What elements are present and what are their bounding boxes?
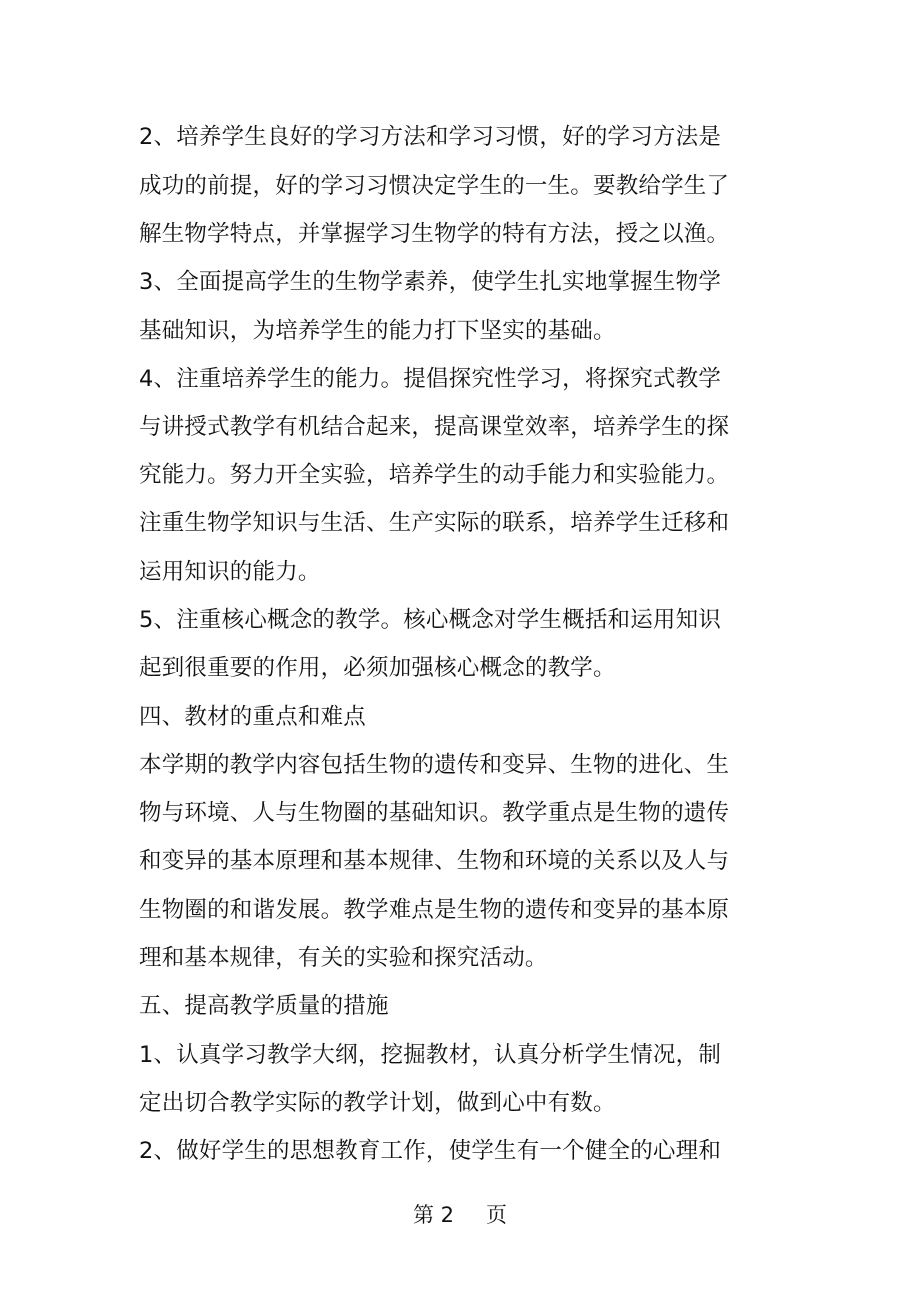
- text-line: 2、做好学生的思想教育工作，使学生有一个健全的心理和: [139, 1138, 722, 1164]
- text-line: 5、注重核心概念的教学。核心概念对学生概括和运用知识: [139, 607, 722, 633]
- text-line: 3、全面提高学生的生物学素养，使学生扎实地掌握生物学: [139, 269, 722, 295]
- text-line: 解生物学特点，并掌握学习生物学的特有方法，授之以渔。: [139, 221, 730, 247]
- text-line: 定出切合教学实际的教学计划，做到心中有数。: [139, 1090, 616, 1116]
- text-line: 运用知识的能力。: [139, 559, 321, 585]
- text-line: 本学期的教学内容包括生物的遗传和变异、生物的进化、生: [139, 752, 730, 778]
- text-line: 1、认真学习教学大纲，挖掘教材，认真分析学生情况，制: [139, 1042, 722, 1068]
- text-line: 和变异的基本原理和基本规律、生物和环境的关系以及人与: [139, 848, 730, 874]
- section-heading: 五、提高教学质量的措施: [139, 993, 389, 1019]
- text-line: 物与环境、人与生物圈的基础知识。教学重点是生物的遗传: [139, 800, 730, 826]
- section-heading: 四、教材的重点和难点: [139, 704, 367, 730]
- text-line: 注重生物学知识与生活、生产实际的联系，培养学生迁移和: [139, 510, 730, 536]
- text-line: 与讲授式教学有机结合起来，提高课堂效率，培养学生的探: [139, 414, 730, 440]
- text-line: 究能力。努力开全实验，培养学生的动手能力和实验能力。: [139, 462, 730, 488]
- page-footer: [0, 1200, 920, 1230]
- text-line: 2、培养学生良好的学习方法和学习习惯，好的学习方法是: [139, 124, 722, 150]
- text-line: 4、注重培养学生的能力。提倡探究性学习，将探究式教学: [139, 366, 722, 392]
- text-line: 生物圈的和谐发展。教学难点是生物的遗传和变异的基本原: [139, 897, 730, 923]
- page-number: 第 2: [412, 1203, 455, 1227]
- text-line: 基础知识，为培养学生的能力打下坚实的基础。: [139, 318, 616, 344]
- text-line: 理和基本规律，有关的实验和探究活动。: [139, 945, 548, 971]
- page-suffix: 页: [486, 1203, 508, 1227]
- text-line: 起到很重要的作用，必须加强核心概念的教学。: [139, 655, 616, 681]
- text-line: 成功的前提，好的学习习惯决定学生的一生。要教给学生了: [139, 173, 730, 199]
